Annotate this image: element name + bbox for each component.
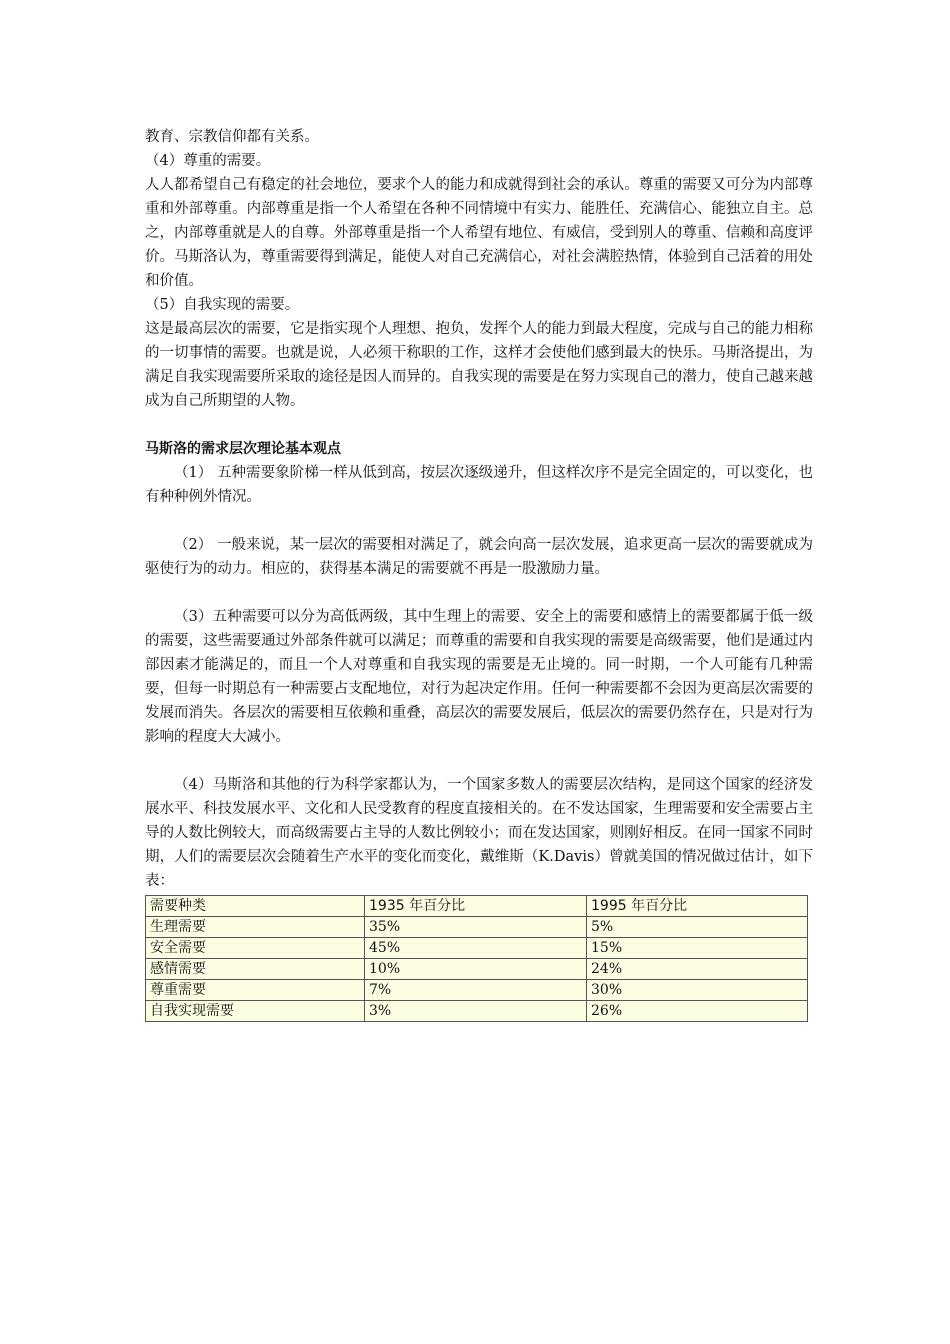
- carry-over-text: 教育、宗教信仰都有关系。: [145, 129, 319, 145]
- table-header-cell: 1995 年百分比: [587, 896, 808, 917]
- table-header-cell: 需要种类: [146, 896, 365, 917]
- table-cell: 感情需要: [146, 959, 365, 980]
- table-row: [146, 1001, 808, 1022]
- table-cell: 26%: [587, 1001, 808, 1022]
- table-header-row: [146, 896, 808, 917]
- esteem-need-title: （4）尊重的需要。: [145, 153, 271, 169]
- table-row: [146, 938, 808, 959]
- point-paragraph-1: （1） 五种需要象阶梯一样从低到高，按层次逐级递升，但这样次序不是完全固定的，可以变化，也有种种例外情况。: [145, 465, 813, 505]
- point-paragraph-4: （4）马斯洛和其他的行为科学家都认为，一个国家多数人的需要层次结构，是同这个国家的经济发展水平、科技发展水平、文化和人民受教育的程度直接相关的。在不发达国家，生理需要和安全需要占主导的人数比例较大，而高级需要占主导的人数比例较小；而在发达国家，则刚好相反。在同一国家不同时期，人们的需要层次会随着生产水平的变化而变化，戴维斯（K.Davis）曾就美国的情况做过估计，如下表：: [145, 777, 813, 889]
- section-heading: 马斯洛的需求层次理论基本观点: [145, 441, 341, 457]
- table-cell: 安全需要: [146, 938, 365, 959]
- table-row: [146, 959, 808, 980]
- table-row: [146, 980, 808, 1001]
- self-actualization-paragraph: 这是最高层次的需要，它是指实现个人理想、抱负，发挥个人的能力到最大程度，完成与自己的能力相称的一切事情的需要。也就是说，人必须干称职的工作，这样才会使他们感到最大的快乐。马斯洛提出，为满足自我实现需要所采取的途径是因人而异的。自我实现的需要是在努力实现自己的潜力，使自己越来越成为自己所期望的人物。: [145, 321, 813, 409]
- needs-percentage-table: [145, 895, 808, 1022]
- table-cell: 30%: [587, 980, 808, 1001]
- self-actualization-title: （5）自我实现的需要。: [145, 297, 300, 313]
- table-cell: 生理需要: [146, 917, 365, 938]
- table-header-cell: 1935 年百分比: [365, 896, 587, 917]
- point-paragraph-3: （3）五种需要可以分为高低两级，其中生理上的需要、安全上的需要和感情上的需要都属于低一级的需要，这些需要通过外部条件就可以满足；而尊重的需要和自我实现的需要是高级需要，他们是通过内部因素才能满足的，而且一个人对尊重和自我实现的需要是无止境的。同一时期，一个人可能有几种需要，但每一时期总有一种需要占支配地位，对行为起决定作用。任何一种需要都不会因为更高层次需要的发展而消失。各层次的需要相互依赖和重叠，高层次的需要发展后，低层次的需要仍然存在，只是对行为影响的程度大大减小。: [145, 609, 813, 745]
- document-page: [145, 125, 813, 1022]
- table-cell: 10%: [365, 959, 587, 980]
- table-cell: 尊重需要: [146, 980, 365, 1001]
- table-cell: 5%: [587, 917, 808, 938]
- table-cell: 45%: [365, 938, 587, 959]
- point-paragraph-2: （2） 一般来说，某一层次的需要相对满足了，就会向高一层次发展，追求更高一层次的需要就成为驱使行为的动力。相应的，获得基本满足的需要就不再是一股激励力量。: [145, 537, 813, 577]
- table-cell: 15%: [587, 938, 808, 959]
- table-cell: 35%: [365, 917, 587, 938]
- table-row: [146, 917, 808, 938]
- table-cell: 自我实现需要: [146, 1001, 365, 1022]
- table-cell: 3%: [365, 1001, 587, 1022]
- esteem-need-paragraph: 人人都希望自己有稳定的社会地位，要求个人的能力和成就得到社会的承认。尊重的需要又可分为内部尊重和外部尊重。内部尊重是指一个人希望在各种不同情境中有实力、能胜任、充满信心、能独立自主。总之，内部尊重就是人的自尊。外部尊重是指一个人希望有地位、有威信，受到别人的尊重、信赖和高度评价。马斯洛认为，尊重需要得到满足，能使人对自己充满信心，对社会满腔热情，体验到自己活着的用处和价值。: [145, 177, 813, 289]
- table-cell: 24%: [587, 959, 808, 980]
- table-cell: 7%: [365, 980, 587, 1001]
